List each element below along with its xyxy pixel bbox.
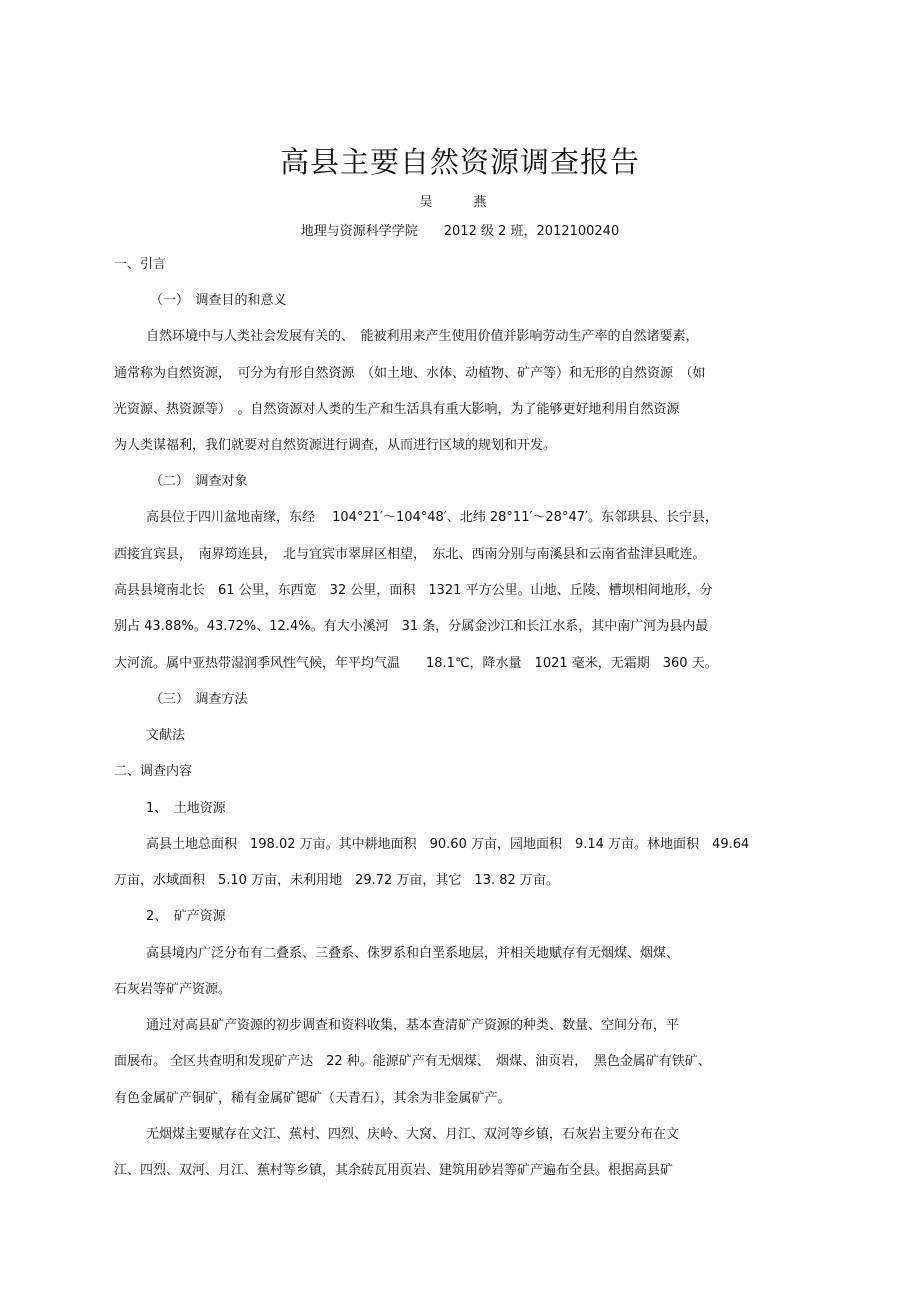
paragraph-line: 高县位于四川盆地南缘，东经 104°21′～104°48′、北纬 28°11′～28°47′。东邻珙县、长宁县， — [146, 510, 718, 525]
paragraph-line: 通过对高县矿产资源的初步调查和资料收集，基本查清矿产资源的种类、数量、空间分布，平 — [146, 1018, 680, 1033]
subsection-heading-object: （二） 调查对象 — [150, 474, 248, 489]
paragraph-line: 有色金属矿产铜矿，稀有金属矿锶矿（天青石），其余为非金属矿产。 — [114, 1091, 511, 1106]
paragraph-line: 别占 43.88%。43.72%、12.4%。有大小溪河 31 条，分属金沙江和长江水系，其中南广河为县内最 — [114, 619, 709, 634]
section-heading-intro: 一、引言 — [114, 257, 167, 272]
paragraph-line: 自然环境中与人类社会发展有关的、 能被利用来产生使用价值并影响劳动生产率的自然诸要素， — [146, 329, 699, 344]
paragraph-line: 石灰岩等矿产资源。 — [114, 982, 232, 997]
paragraph-line: 面展布。 全区共查明和发现矿产达 22 种。能源矿产有无烟煤、 烟煤、油页岩， 黑色金属矿有铁矿、 — [114, 1054, 711, 1069]
subsection-heading-method: （三） 调查方法 — [150, 692, 248, 707]
subsection-heading-mineral: 2、 矿产资源 — [146, 909, 226, 924]
paragraph-line: 为人类谋福利，我们就要对自然资源进行调查，从而进行区域的规划和开发。 — [114, 438, 557, 453]
paragraph-line: 高县土地总面积 198.02 万亩。其中耕地面积 90.60 万亩，园地面积 9.14 万亩。林地面积 49.64 — [146, 837, 750, 852]
author-affiliation: 地理与资源科学学院 2012 级 2 班，2012100240 — [300, 224, 620, 239]
paragraph-line: 西接宜宾县， 南界筠连县， 北与宜宾市翠屏区相望， 东北、西南分别与南溪县和云南省盐津县毗连。 — [114, 547, 706, 562]
paragraph-line: 光资源、热资源等） 。自然资源对人类的生产和生活具有重大影响，为了能够更好地利用自然资源 — [114, 402, 680, 417]
paragraph-line: 高县境内广泛分布有二叠系、三叠系、侏罗系和白垩系地层，并相关地赋存有无烟煤、烟煤、 — [146, 946, 680, 961]
subsection-heading-purpose: （一） 调查目的和意义 — [150, 293, 287, 308]
author-name: 吴 燕 — [419, 195, 501, 210]
paragraph-line: 大河流。属中亚热带湿润季风性气候，年平均气温 18.1℃，降水量 1021 毫米，无霜期 360 天。 — [114, 656, 718, 671]
paragraph-line: 无烟煤主要赋存在文江、蕉村、四烈、庆岭、大窝、月江、双河等乡镇，石灰岩主要分布在文 — [146, 1127, 680, 1142]
paragraph-line: 高县县境南北长 61 公里，东西宽 32 公里，面积 1321 平方公里。山地、丘陵、槽坝相间地形，分 — [114, 583, 713, 598]
section-heading-content: 二、调查内容 — [114, 764, 193, 779]
paragraph-line: 通常称为自然资源， 可分为有形自然资源 （如土地、水体、动植物、矿产等）和无形的自然资源 （如 — [114, 366, 706, 381]
subsection-heading-land: 1、 土地资源 — [146, 801, 226, 816]
report-title: 高县主要自然资源调查报告 — [279, 145, 640, 179]
paragraph-line: 万亩，水域面积 5.10 万亩，未利用地 29.72 万亩，其它 13. 82 万亩。 — [114, 873, 559, 888]
paragraph-line: 文献法 — [146, 728, 186, 743]
paragraph-line: 江、四烈、双河、月江、蕉村等乡镇，其余砖瓦用页岩、建筑用砂岩等矿产遍布全县。根据高县矿 — [114, 1163, 674, 1178]
